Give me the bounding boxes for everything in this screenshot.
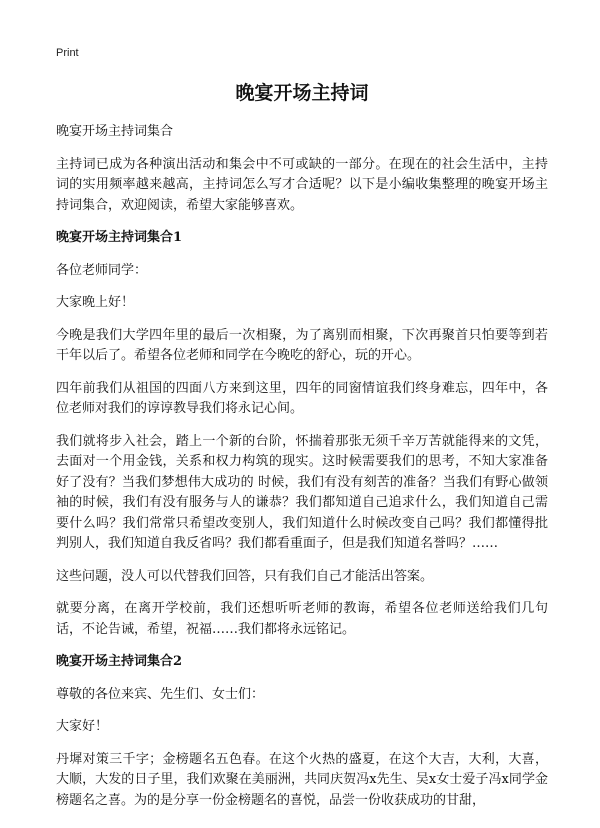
intro-paragraph: 主持词已成为各种演出活动和集会中不可或缺的一部分。在现在的社会生活中，主持词的实用频率越来越高，主持词怎么写才合适呢？以下是小编收集整理的晚宴开场主持词集合，欢迎阅读，希望大家能够喜欢。 [56,156,548,213]
paragraph: 这些问题，没人可以代替我们回答，只有我们自己才能活出答案。 [56,568,434,584]
print-link[interactable]: Print [56,47,79,59]
document-subtitle: 晚宴开场主持词集合 [56,124,174,139]
paragraph: 尊敬的各位来宾、先生们、女士们： [56,686,265,702]
paragraph: 大家好！ [56,719,109,734]
paragraph: 今晚是我们大学四年里的最后一次相聚，为了离别而相聚，下次再聚首只怕要等到若干年以后了。希望各位老师和同学在今晚吃的舒心，玩的开心。 [56,327,548,363]
paragraph: 各位老师同学： [56,262,148,278]
paragraph: 丹墀对策三千字；金榜题名五色春。在这个火热的盛夏，在这个大吉，大利，大喜，大顺，大发的日子里，我们欢聚在美丽洲，共同庆贺冯x先生、吴x女士爱子冯x同学金榜题名之喜。为的是分享一份金榜题名的喜悦，品尝一份收获成功的甘甜， [56,751,548,808]
paragraph: 大家晚上好！ [56,295,135,310]
section-heading-1: 晚宴开场主持词集合1 [56,230,183,245]
paragraph: 就要分离，在离开学校前，我们还想听听老师的教诲，希望各位老师送给我们几句话，不论告诫，希望，祝福……我们都将永远铭记。 [56,601,548,637]
paragraph: 我们就将步入社会，踏上一个新的台阶，怀揣着那张无须千辛万苦就能得来的文凭，去面对一个用金钱，关系和权力构筑的现实。这时候需要我们的思考，不知大家准备好了没有？当我们梦想伟大成功的 时候，我们有没有刻苦的准备？当我们有野心做领袖的时候，我们有没有服务与人的谦恭？我们都知道自己追求什么，我们知道自己需要什么吗？我们常常只希望改变别人，我们知道什么时候改变自己吗？我们都懂得批判别人，我们知道自我反省吗？我们都看重面子，但是我们知道名誉吗？…… [56,433,548,551]
document-title: 晚宴开场主持词 [235,82,369,104]
section-heading-2: 晚宴开场主持词集合2 [56,654,183,669]
paragraph: 四年前我们从祖国的四面八方来到这里，四年的同窗情谊我们终身难忘，四年中，各位老师对我们的谆谆教导我们将永记心间。 [56,380,548,416]
